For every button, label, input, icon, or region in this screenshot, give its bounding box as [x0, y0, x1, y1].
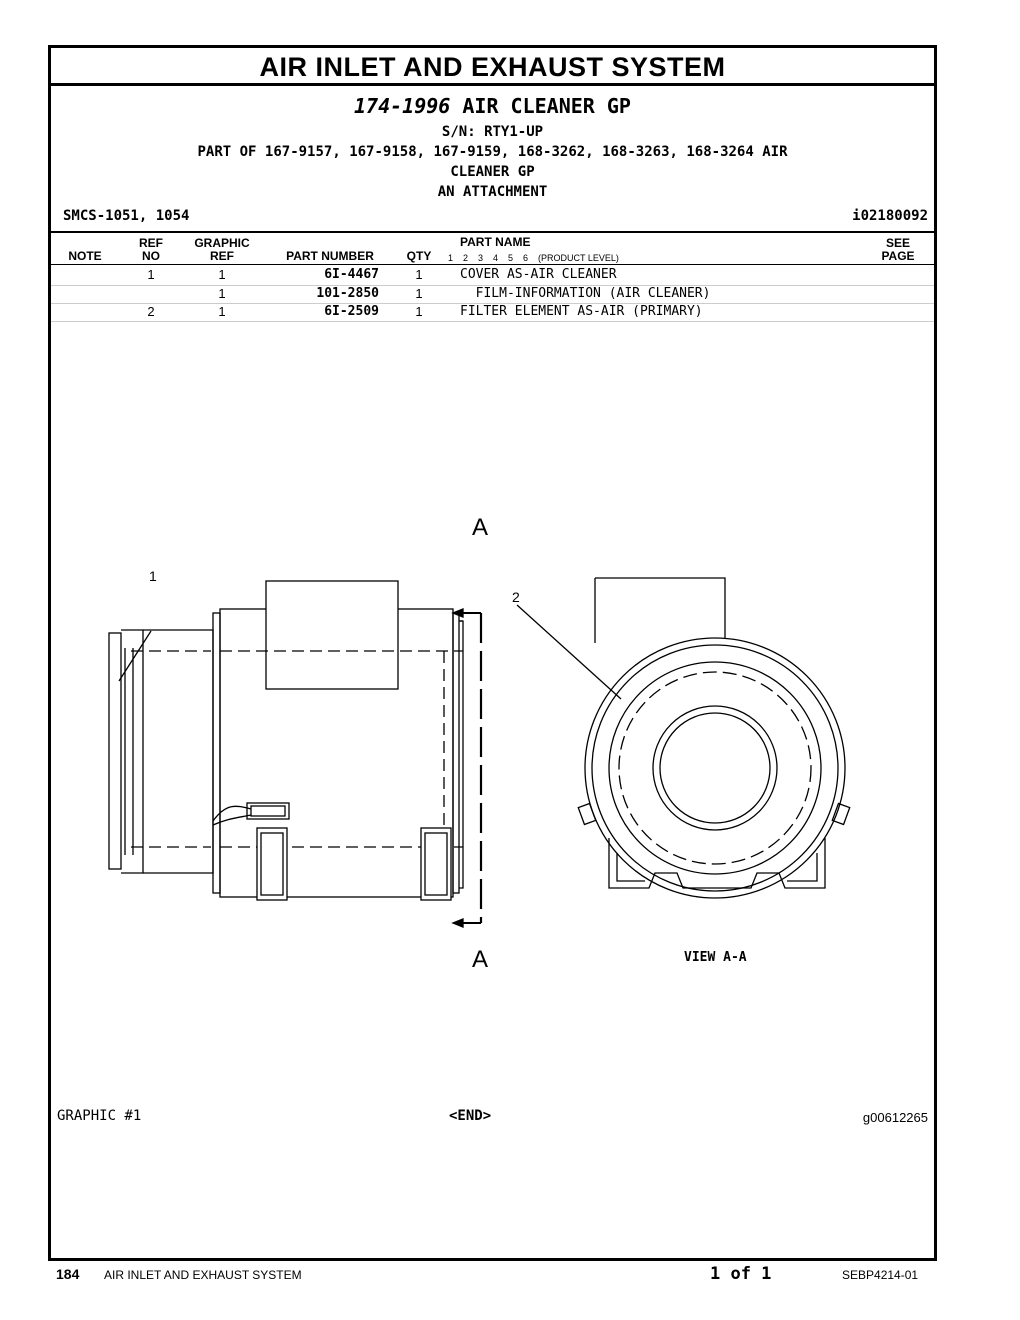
- part-of-line-2: CLEANER GP: [450, 164, 535, 180]
- row-qty: 1: [415, 286, 423, 301]
- end-view: [517, 578, 850, 898]
- section-line: [453, 609, 481, 927]
- section-label-bottom: A: [472, 946, 489, 973]
- footer-doc-id: SEBP4214-01: [842, 1268, 919, 1282]
- header-qty: QTY: [406, 249, 432, 263]
- callout-2: 2: [512, 589, 520, 605]
- header-part-number: PART NUMBER: [286, 249, 374, 263]
- illustration-id: i02180092: [852, 208, 928, 224]
- header-bottom-rule: [51, 264, 934, 265]
- row-graphic-ref: 1: [218, 267, 226, 282]
- header-see-bottom: PAGE: [881, 249, 915, 263]
- section-title: AIR INLET AND EXHAUST SYSTEM: [51, 48, 934, 86]
- row-qty: 1: [415, 304, 423, 319]
- graphic-id: g00612265: [862, 1110, 928, 1125]
- smcs-code: SMCS-1051, 1054: [63, 208, 190, 224]
- footer-section: AIR INLET AND EXHAUST SYSTEM: [104, 1268, 302, 1282]
- header-note: NOTE: [68, 249, 102, 263]
- serial-number: S/N: RTY1-UP: [441, 124, 544, 140]
- row-part-number: 101-2850: [316, 286, 379, 301]
- header-product-levels: 1 2 3 4 5 6 (PRODUCT LEVEL): [448, 253, 619, 263]
- row-graphic-ref: 1: [218, 286, 226, 301]
- header-see-top: SEE: [885, 236, 910, 250]
- row-part-number: 6I-2509: [324, 304, 379, 319]
- row-part-name: FILM-INFORMATION (AIR CLEANER): [460, 286, 711, 301]
- row-ref-no: 1: [147, 267, 155, 282]
- header-ref: [131, 237, 171, 263]
- end-label: <END>: [449, 1108, 492, 1124]
- view-label: VIEW A-A: [684, 950, 747, 965]
- header-graphic-bottom: REF: [210, 249, 234, 263]
- footer-page-of: 1 of 1: [710, 1264, 772, 1284]
- header-ref-bottom: NO: [142, 249, 160, 263]
- part-of-line-1: PART OF 167-9157, 167-9158, 167-9159, 168-3262, 168-3263, 168-3264 AIR: [197, 144, 788, 160]
- row-part-name: FILTER ELEMENT AS-AIR (PRIMARY): [460, 304, 703, 319]
- row-part-number: 6I-4467: [324, 267, 379, 282]
- side-view: [109, 581, 463, 900]
- section-label-top: A: [472, 514, 489, 541]
- header-graphic-top: GRAPHIC: [194, 236, 250, 250]
- row-graphic-ref: 1: [218, 304, 226, 319]
- row-divider: [51, 321, 934, 322]
- page-frame: [48, 45, 937, 1261]
- graphic-label: GRAPHIC #1: [57, 1108, 142, 1124]
- footer-page-number: 184: [56, 1266, 80, 1282]
- air-cleaner-illustration: [51, 503, 934, 1023]
- header-part-name: PART NAME: [460, 235, 531, 249]
- header-see-page: [877, 237, 919, 263]
- row-ref-no: 2: [147, 304, 155, 319]
- attachment-label: AN ATTACHMENT: [437, 184, 548, 200]
- group-name: AIR CLEANER GP: [462, 94, 631, 118]
- row-qty: 1: [415, 267, 423, 282]
- callout-2-leader: [517, 605, 621, 699]
- group-number: 174-1996: [354, 94, 451, 118]
- header-graphic: [187, 237, 257, 263]
- row-part-name: COVER AS-AIR CLEANER: [460, 267, 617, 282]
- group-heading: [51, 94, 934, 118]
- callout-1-leader: [119, 631, 151, 681]
- header-ref-top: REF: [139, 236, 163, 250]
- table-top-rule: [51, 231, 934, 233]
- callout-1: 1: [149, 568, 157, 584]
